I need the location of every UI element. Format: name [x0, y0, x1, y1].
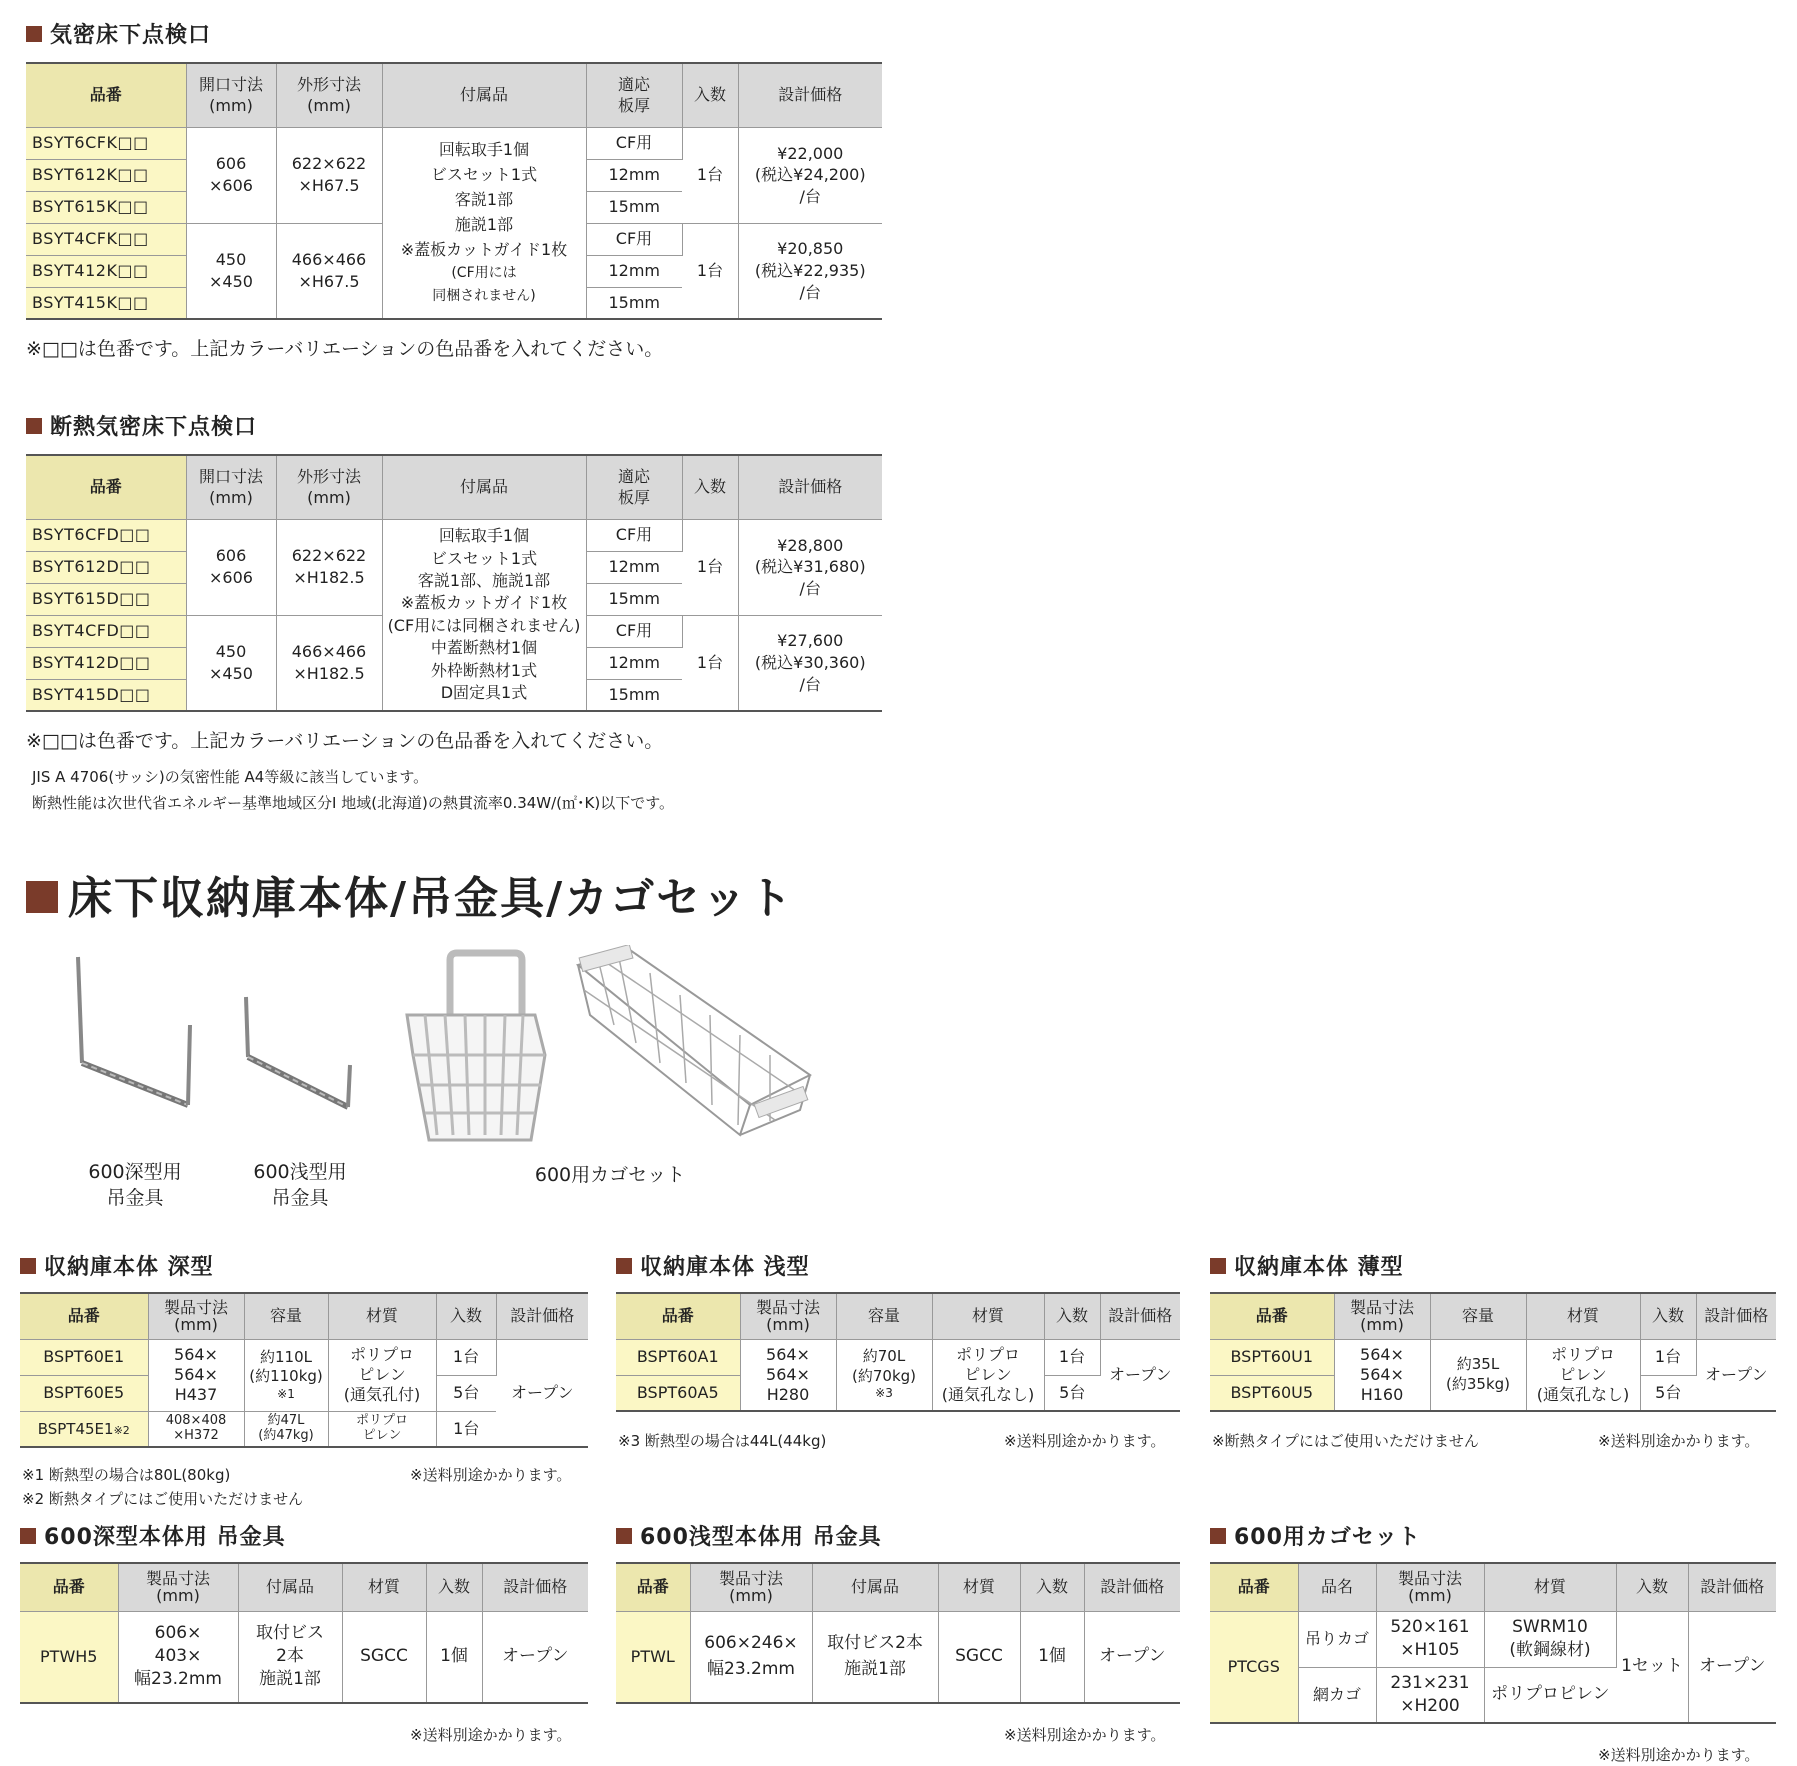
part-number: BSPT60E1: [20, 1339, 148, 1375]
accessories-list: 回転取手1個 ビスセット1式 客説1部 施説1部 ※蓋板カットガイド1枚: [400, 140, 568, 259]
product-size: 564× 564× H160: [1334, 1339, 1430, 1411]
header-material: 材質: [1526, 1293, 1640, 1339]
opening-size: 606 ×606: [186, 519, 276, 615]
outer-size: 622×622 ×H67.5: [276, 127, 382, 223]
thickness: 12mm: [586, 551, 682, 583]
thickness: 12mm: [586, 159, 682, 191]
deep-table: [20, 1292, 588, 1448]
product-size: 606× 403× 幅23.2mm: [118, 1611, 238, 1703]
deep-hanger-image: [70, 955, 200, 1140]
accessories: 取付ビス 2本 施説1部: [238, 1611, 342, 1703]
shallow-hanger-image: [238, 995, 368, 1145]
price: ¥20,850 (税込¥22,935) /台: [738, 223, 882, 319]
header-size: 製品寸法 (mm): [1376, 1563, 1484, 1611]
qty: 5台: [1044, 1375, 1100, 1411]
section-title: 断熱気密床下点検口: [50, 415, 258, 440]
opening-size: 606 ×606: [186, 127, 276, 223]
header-price: 設計価格: [1696, 1293, 1776, 1339]
header-outer: 外形寸法 (mm): [276, 455, 382, 519]
header-qty: 入数: [1044, 1293, 1100, 1339]
header-part-no: 品番: [26, 455, 186, 519]
thickness: 15mm: [586, 287, 682, 319]
thin-heading: [1210, 1250, 1404, 1281]
note-mark: ※2: [113, 1423, 130, 1437]
capacity: 約47L (約47kg): [244, 1411, 328, 1447]
product-size: 520×161 ×H105: [1376, 1611, 1484, 1667]
basket-table: [1210, 1562, 1776, 1724]
section-title: 600深型本体用 吊金具: [44, 1525, 286, 1550]
header-size: 製品寸法 (mm): [148, 1293, 244, 1339]
price: オープン: [1696, 1339, 1776, 1411]
header-opening: 開口寸法 (mm): [186, 63, 276, 127]
part-number: BSYT612K□□: [26, 159, 186, 191]
airtight-performance-note: JIS A 4706(サッシ)の気密性能 A4等級に該当しています。: [32, 768, 429, 786]
capacity-note-mark: ※3: [875, 1386, 893, 1401]
airtight-table: [26, 62, 882, 320]
header-part-no: 品番: [616, 1293, 740, 1339]
opening-size: 450 ×450: [186, 615, 276, 711]
part-number: BSYT6CFD□□: [26, 519, 186, 551]
section-heading-insulated: [26, 410, 257, 441]
material: ポリプロピレン: [1484, 1667, 1616, 1723]
capacity-cell: [244, 1339, 328, 1411]
deep-note-2: ※2 断熱タイプにはご使用いただけません: [22, 1490, 304, 1508]
thickness: CF用: [586, 519, 682, 551]
header-price: 設計価格: [738, 455, 882, 519]
header-part-no: 品番: [20, 1293, 148, 1339]
shipping-note: ※送料別途かかります。: [1598, 1432, 1760, 1450]
qty: 5台: [1640, 1375, 1696, 1411]
header-material: 材質: [328, 1293, 436, 1339]
part-number: BSYT415K□□: [26, 287, 186, 319]
square-bullet-icon: [26, 26, 42, 42]
shipping-note: ※送料別途かかります。: [410, 1726, 572, 1744]
header-size: 製品寸法 (mm): [118, 1563, 238, 1611]
shallow-hanger-caption: 600浅型用 吊金具: [253, 1161, 347, 1209]
material: ポリプロ ピレン (通気孔付): [328, 1339, 436, 1411]
outer-size: 622×622 ×H182.5: [276, 519, 382, 615]
product-size: 231×231 ×H200: [1376, 1667, 1484, 1723]
price: オープン: [482, 1611, 588, 1703]
hanging-basket-image: [570, 945, 815, 1145]
thickness: 15mm: [586, 191, 682, 223]
header-accessories: 付属品: [238, 1563, 342, 1611]
price: オープン: [1100, 1339, 1180, 1411]
accessories-cell: [382, 127, 586, 319]
thin-table: [1210, 1292, 1776, 1412]
item-name: 吊りカゴ: [1298, 1611, 1376, 1667]
shipping-note: ※送料別途かかります。: [1004, 1432, 1166, 1450]
material: SGCC: [938, 1611, 1020, 1703]
header-name: 品名: [1298, 1563, 1376, 1611]
part-number: BSPT60A5: [616, 1375, 740, 1411]
square-bullet-icon: [20, 1528, 36, 1544]
part-number: BSPT60U1: [1210, 1339, 1334, 1375]
header-thickness: 適応 板厚: [586, 63, 682, 127]
header-part-no: 品番: [20, 1563, 118, 1611]
outer-size: 466×466 ×H67.5: [276, 223, 382, 319]
header-capacity: 容量: [836, 1293, 932, 1339]
section-title: 気密床下点検口: [50, 23, 212, 48]
price: ¥22,000 (税込¥24,200) /台: [738, 127, 882, 223]
section-title: 収納庫本体 浅型: [640, 1255, 810, 1280]
part-number: BSYT412K□□: [26, 255, 186, 287]
square-bullet-icon: [26, 418, 42, 434]
section-title: 収納庫本体 薄型: [1234, 1255, 1404, 1280]
header-accessories: 付属品: [812, 1563, 938, 1611]
price: ¥27,600 (税込¥30,360) /台: [738, 615, 882, 711]
square-bullet-icon: [26, 881, 58, 913]
header-qty: 入数: [436, 1293, 496, 1339]
section-title: 600用カゴセット: [1234, 1525, 1421, 1550]
accessories-sub: (CF用には 同梱されません): [432, 265, 536, 304]
part-number: PTCGS: [1210, 1611, 1298, 1723]
thickness: CF用: [586, 127, 682, 159]
accessories-list: 回転取手1個 ビスセット1式 客説1部、施説1部 ※蓋板カットガイド1枚 (CF用には同梱されません) 中蓋断熱材1個 外枠断熱材1式 D固定具1式: [382, 519, 586, 711]
capacity: 約110L (約110kg): [249, 1347, 323, 1386]
header-material: 材質: [1484, 1563, 1616, 1611]
header-accessories: 付属品: [382, 63, 586, 127]
product-size: 564× 564× H280: [740, 1339, 836, 1411]
material: SWRM10 (軟鋼線材): [1484, 1611, 1616, 1667]
product-size: 564× 564× H437: [148, 1339, 244, 1411]
section-title: 600浅型本体用 吊金具: [640, 1525, 882, 1550]
capacity-note-mark: ※1: [277, 1386, 295, 1401]
header-qty: 入数: [682, 63, 738, 127]
basket-set-caption: 600用カゴセット: [534, 1164, 686, 1186]
qty: 5台: [436, 1375, 496, 1411]
price: オープン: [1688, 1611, 1776, 1723]
part-number-cell: [20, 1411, 148, 1447]
section-title: 収納庫本体 深型: [44, 1255, 214, 1280]
header-qty: 入数: [1640, 1293, 1696, 1339]
qty: 1台: [1640, 1339, 1696, 1375]
part-number: PTWH5: [20, 1611, 118, 1703]
header-price: 設計価格: [496, 1293, 588, 1339]
header-size: 製品寸法 (mm): [740, 1293, 836, 1339]
price: オープン: [496, 1339, 588, 1447]
material: ポリプロ ピレン (通気孔なし): [1526, 1339, 1640, 1411]
header-part-no: 品番: [26, 63, 186, 127]
part-number: BSYT4CFK□□: [26, 223, 186, 255]
header-material: 材質: [932, 1293, 1044, 1339]
capacity: 約70L (約70kg): [852, 1347, 916, 1385]
header-size: 製品寸法 (mm): [690, 1563, 812, 1611]
square-bullet-icon: [616, 1528, 632, 1544]
thickness: 15mm: [586, 583, 682, 615]
square-bullet-icon: [20, 1258, 36, 1274]
material: SGCC: [342, 1611, 426, 1703]
header-qty: 入数: [682, 455, 738, 519]
qty: 1個: [1020, 1611, 1084, 1703]
part-number: BSYT4CFD□□: [26, 615, 186, 647]
thickness: CF用: [586, 615, 682, 647]
shipping-note: ※送料別途かかります。: [1004, 1726, 1166, 1744]
qty: 1台: [1044, 1339, 1100, 1375]
header-part-no: 品番: [1210, 1563, 1298, 1611]
accessories: 取付ビス2本 施説1部: [812, 1611, 938, 1703]
material: ポリプロ ピレン: [328, 1411, 436, 1447]
header-price: 設計価格: [1084, 1563, 1180, 1611]
capacity: 約35L (約35kg): [1430, 1339, 1526, 1411]
outer-size: 466×466 ×H182.5: [276, 615, 382, 711]
deep-note-1: ※1 断熱型の場合は80L(80kg): [22, 1466, 231, 1484]
header-qty: 入数: [426, 1563, 482, 1611]
section-heading-airtight: [26, 18, 211, 49]
shallow-note-1: ※3 断熱型の場合は44L(44kg): [618, 1432, 827, 1450]
item-name: 網カゴ: [1298, 1667, 1376, 1723]
part-number: BSPT45E1: [37, 1419, 114, 1438]
part-number: PTWL: [616, 1611, 690, 1703]
header-opening: 開口寸法 (mm): [186, 455, 276, 519]
qty: 1台: [682, 519, 738, 615]
shipping-note: ※送料別途かかります。: [1598, 1746, 1760, 1764]
header-capacity: 容量: [244, 1293, 328, 1339]
header-price: 設計価格: [738, 63, 882, 127]
insulated-table: [26, 454, 882, 712]
basket-heading: [1210, 1520, 1421, 1551]
header-accessories: 付属品: [382, 455, 586, 519]
material: ポリプロ ピレン (通気孔なし): [932, 1339, 1044, 1411]
part-number: BSYT6CFK□□: [26, 127, 186, 159]
qty: 1個: [426, 1611, 482, 1703]
thickness: 15mm: [586, 679, 682, 711]
header-size: 製品寸法 (mm): [1334, 1293, 1430, 1339]
qty: 1台: [436, 1339, 496, 1375]
color-code-note: ※□□は色番です。上記カラーバリエーションの色品番を入れてください。: [26, 338, 664, 360]
insulation-performance-note: 断熱性能は次世代省エネルギー基準地域区分Ⅰ 地域(北海道)の熱貫流率0.34W/(㎡･K)以下です。: [32, 794, 675, 812]
shipping-note: ※送料別途かかります。: [410, 1466, 572, 1484]
shallow-heading: [616, 1250, 810, 1281]
thickness: 12mm: [586, 647, 682, 679]
price: ¥28,800 (税込¥31,680) /台: [738, 519, 882, 615]
part-number: BSYT615K□□: [26, 191, 186, 223]
thickness: 12mm: [586, 255, 682, 287]
header-outer: 外形寸法 (mm): [276, 63, 382, 127]
qty: 1セット: [1616, 1611, 1688, 1723]
square-bullet-icon: [1210, 1258, 1226, 1274]
hanger-shallow-table: [616, 1562, 1180, 1704]
header-capacity: 容量: [1430, 1293, 1526, 1339]
thin-note-1: ※断熱タイプにはご使用いただけません: [1212, 1432, 1479, 1450]
deep-hanger-caption: 600深型用 吊金具: [88, 1161, 182, 1209]
price: オープン: [1084, 1611, 1180, 1703]
product-size: 408×408 ×H372: [148, 1411, 244, 1447]
part-number: BSPT60A1: [616, 1339, 740, 1375]
qty: 1台: [682, 127, 738, 223]
square-bullet-icon: [616, 1258, 632, 1274]
header-part-no: 品番: [1210, 1293, 1334, 1339]
header-price: 設計価格: [1100, 1293, 1180, 1339]
hanger-deep-table: [20, 1562, 588, 1704]
opening-size: 450 ×450: [186, 223, 276, 319]
section-heading-storage: [26, 862, 794, 926]
qty: 1台: [682, 223, 738, 319]
color-code-note: ※□□は色番です。上記カラーバリエーションの色品番を入れてください。: [26, 730, 664, 752]
part-number: BSYT412D□□: [26, 647, 186, 679]
header-thickness: 適応 板厚: [586, 455, 682, 519]
qty: 1台: [682, 615, 738, 711]
mesh-basket-image: [395, 945, 555, 1155]
part-number: BSPT60U5: [1210, 1375, 1334, 1411]
part-number: BSYT415D□□: [26, 679, 186, 711]
header-qty: 入数: [1616, 1563, 1688, 1611]
header-price: 設計価格: [482, 1563, 588, 1611]
header-material: 材質: [342, 1563, 426, 1611]
capacity-cell: [836, 1339, 932, 1411]
section-title: 床下収納庫本体/吊金具/カゴセット: [68, 873, 795, 924]
header-price: 設計価格: [1688, 1563, 1776, 1611]
part-number: BSYT615D□□: [26, 583, 186, 615]
qty: 1台: [436, 1411, 496, 1447]
deep-heading: [20, 1250, 214, 1281]
shallow-table: [616, 1292, 1180, 1412]
header-qty: 入数: [1020, 1563, 1084, 1611]
square-bullet-icon: [1210, 1528, 1226, 1544]
part-number: BSYT612D□□: [26, 551, 186, 583]
header-part-no: 品番: [616, 1563, 690, 1611]
part-number: BSPT60E5: [20, 1375, 148, 1411]
header-material: 材質: [938, 1563, 1020, 1611]
product-size: 606×246× 幅23.2mm: [690, 1611, 812, 1703]
thickness: CF用: [586, 223, 682, 255]
hanger-deep-heading: [20, 1520, 286, 1551]
hanger-shallow-heading: [616, 1520, 882, 1551]
